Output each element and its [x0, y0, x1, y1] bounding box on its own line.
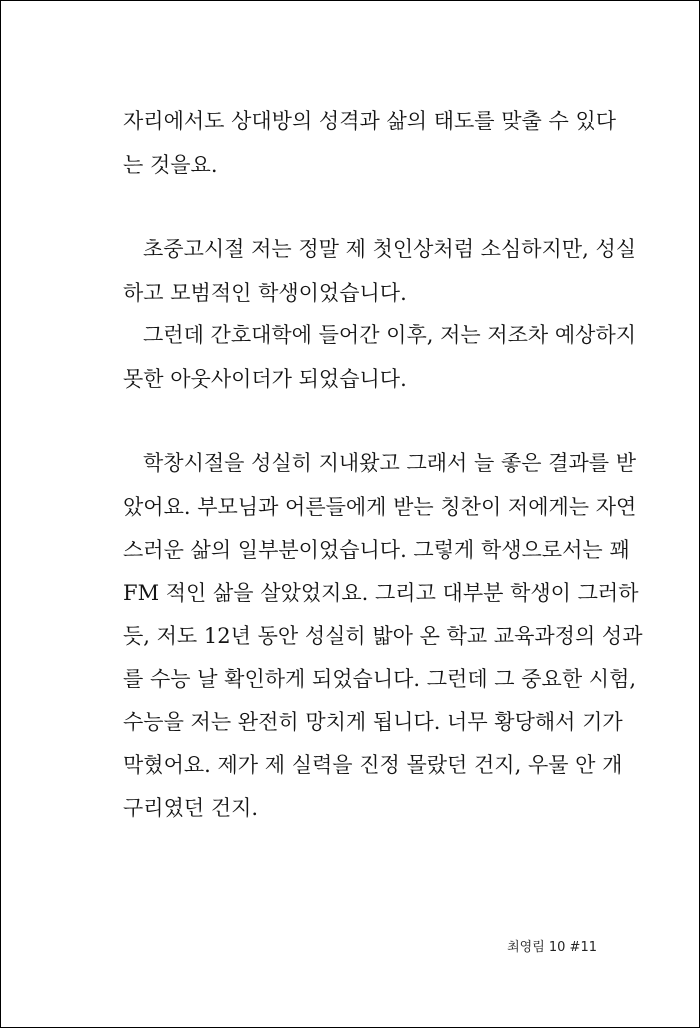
- text-line: 스러운 삶의 일부분이었습니다. 그렇게 학생으로서는 꽤: [123, 538, 630, 562]
- text-line: 하고 모범적인 학생이었습니다.: [123, 281, 407, 305]
- text-line: 를 수능 날 확인하게 되었습니다. 그런데 그 중요한 시험,: [123, 667, 637, 691]
- text-line: 초중고시절 저는 정말 제 첫인상처럼 소심하지만, 성실: [143, 237, 637, 261]
- page-footer: 최영림 10 #11: [507, 940, 597, 955]
- text-line: 수능을 저는 완전히 망치게 됩니다. 너무 황당해서 기가: [123, 710, 623, 734]
- text-line: 는 것을요.: [123, 153, 218, 177]
- text-line: 그런데 간호대학에 들어간 이후, 저는 저조차 예상하지: [143, 323, 637, 347]
- text-line: 듯, 저도 12년 동안 성실히 밟아 온 학교 교육과정의 성과: [123, 624, 643, 648]
- text-line: 학창시절을 성실히 지내왔고 그래서 늘 좋은 결과를 받: [143, 451, 637, 475]
- text-line: 구리였던 건지.: [123, 796, 259, 820]
- text-line: 막혔어요. 제가 제 실력을 진정 몰랐던 건지, 우물 안 개: [123, 753, 623, 777]
- text-line: FM 적인 삶을 살았었지요. 그리고 대부분 학생이 그러하: [123, 581, 639, 605]
- text-line: 못한 아웃사이더가 되었습니다.: [123, 367, 407, 391]
- text-line: 았어요. 부모님과 어른들에게 받는 칭찬이 저에게는 자연: [123, 495, 637, 519]
- text-line: 자리에서도 상대방의 성격과 삶의 태도를 맞출 수 있다: [123, 109, 617, 133]
